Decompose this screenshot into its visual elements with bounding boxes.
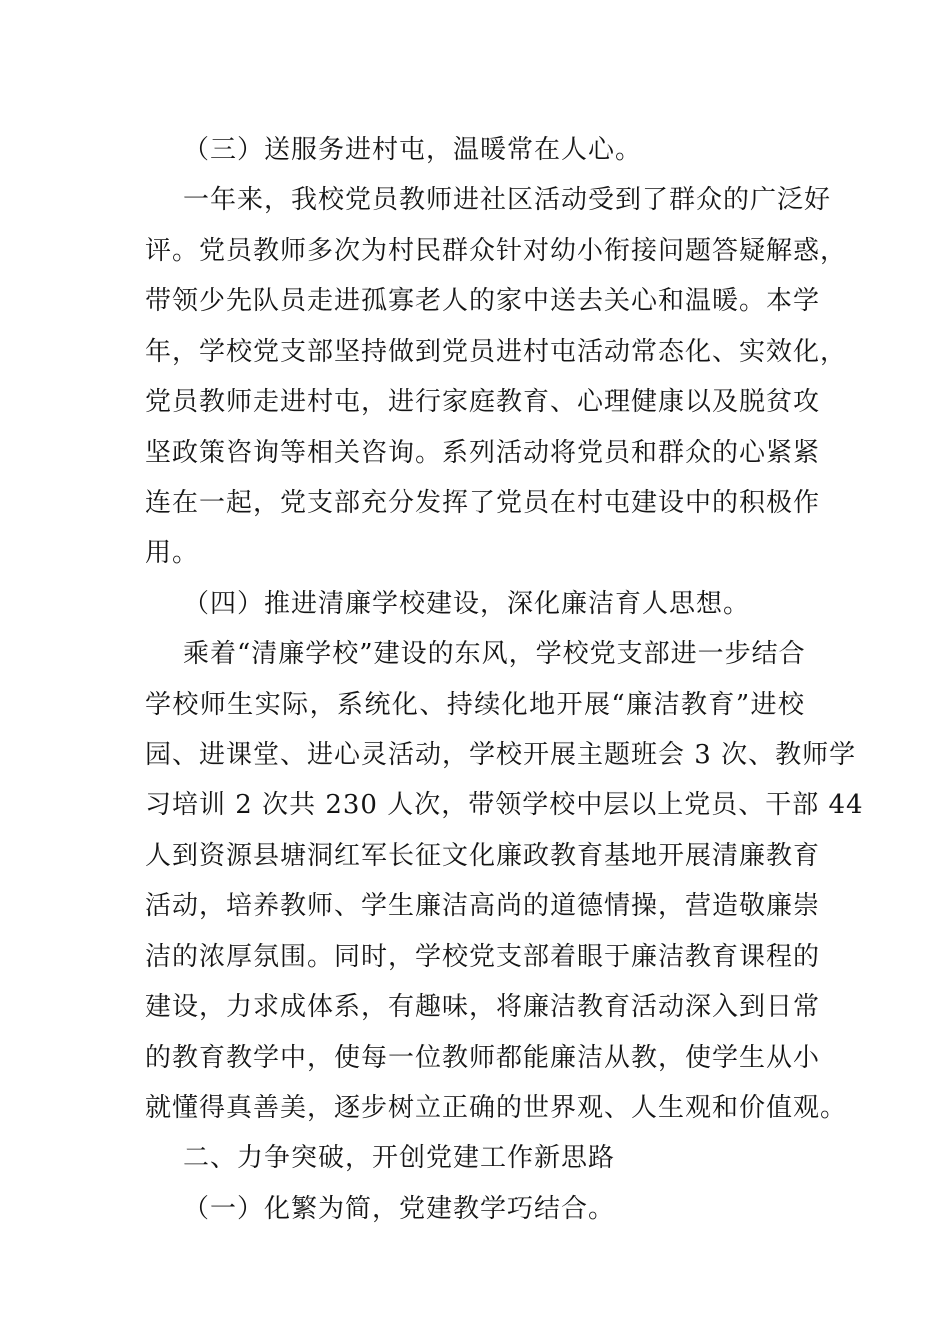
paragraph-line: 园、进课堂、进心灵活动，学校开展主题班会 3 次、教师学: [145, 740, 857, 770]
paragraph-line: 习培训 2 次共 230 人次，带领学校中层以上党员、干部 44: [145, 790, 864, 820]
paragraph-line: 带领少先队员走进孤寡老人的家中送去关心和温暖。本学: [145, 286, 821, 316]
paragraph-line: 坚政策咨询等相关咨询。系列活动将党员和群众的心紧紧: [145, 438, 821, 468]
paragraph-line: 洁的浓厚氛围。同时，学校党支部着眼于廉洁教育课程的: [145, 942, 821, 972]
paragraph-line: 评。党员教师多次为村民群众针对幼小衔接问题答疑解惑，: [145, 236, 848, 266]
paragraph-line: 连在一起，党支部充分发挥了党员在村屯建设中的积极作: [145, 488, 821, 518]
section-heading-1: （一）化繁为简，党建教学巧结合。: [183, 1194, 616, 1224]
paragraph-line: 就懂得真善美，逐步树立正确的世界观、人生观和价值观。: [145, 1093, 848, 1123]
paragraph-line: 党员教师走进村屯，进行家庭教育、心理健康以及脱贫攻: [145, 387, 821, 417]
paragraph-line: 建设，力求成体系，有趣味，将廉洁教育活动深入到日常: [145, 992, 821, 1022]
section-heading-3: （三）送服务进村屯，温暖常在人心。: [183, 135, 643, 165]
section-heading-4: （四）推进清廉学校建设，深化廉洁育人思想。: [183, 589, 751, 619]
paragraph-line: 年，学校党支部坚持做到党员进村屯活动常态化、实效化，: [145, 337, 848, 367]
paragraph-line: 用。: [145, 538, 200, 568]
paragraph-line: 活动，培养教师、学生廉洁高尚的道德情操，营造敬廉崇: [145, 891, 821, 921]
paragraph-line: 学校师生实际，系统化、持续化地开展“廉洁教育”进校: [145, 690, 805, 720]
paragraph-line: 的教育教学中，使每一位教师都能廉洁从教，使学生从小: [145, 1043, 821, 1073]
paragraph-line: 人到资源县塘洞红军长征文化廉政教育基地开展清廉教育: [145, 841, 821, 871]
chapter-heading-2: 二、力争突破，开创党建工作新思路: [183, 1143, 616, 1173]
paragraph-line: 一年来，我校党员教师进社区活动受到了群众的广泛好: [183, 185, 832, 215]
paragraph-line: 乘着“清廉学校”建设的东风，学校党支部进一步结合: [183, 639, 806, 669]
